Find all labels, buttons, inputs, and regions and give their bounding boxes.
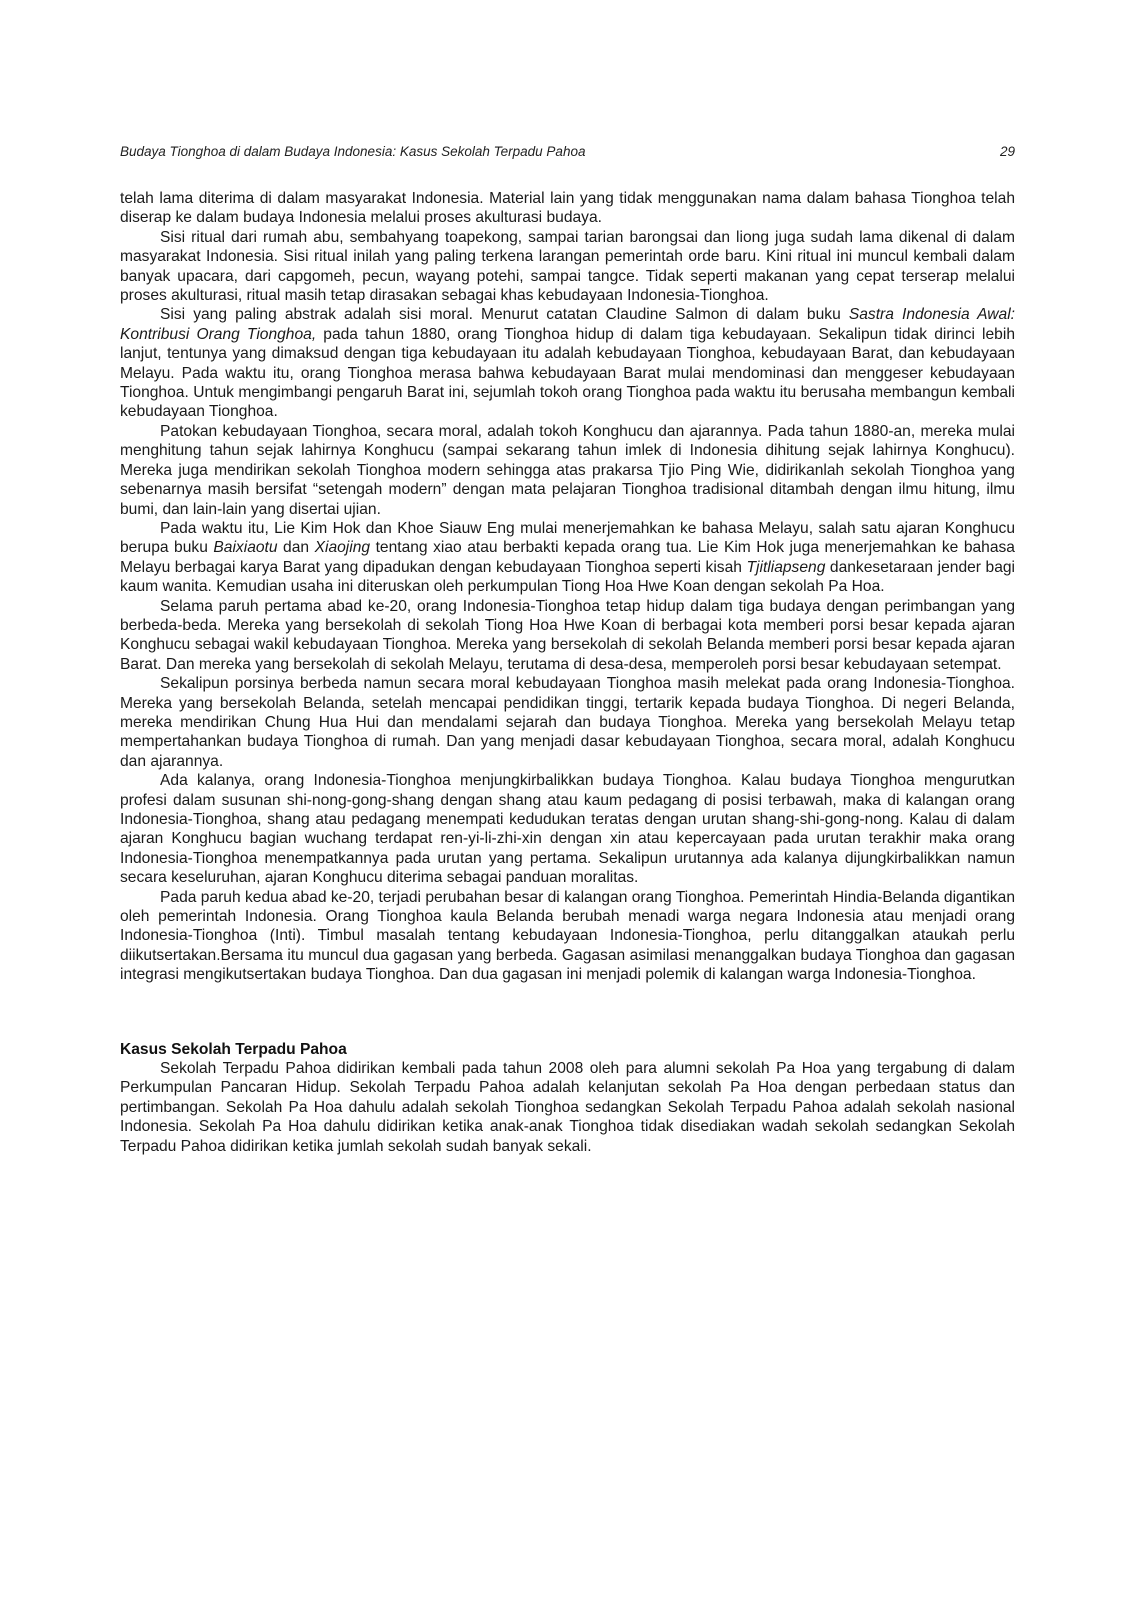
paragraph-text: Sisi yang paling abstrak adalah sisi moral. Menurut catatan Claudine Salmon di dalam buku bbox=[160, 306, 849, 324]
paragraph-text: Pada waktu itu, Lie Kim Hok dan Khoe Siauw Eng mulai menerjemahkan ke bahasa Melayu, salah satu ajaran Konghucu berupa buku bbox=[120, 519, 1015, 557]
book-title: Baixiaotu bbox=[213, 539, 278, 557]
paragraph-text: Selama paruh pertama abad ke-20, orang Indonesia-Tionghoa tetap hidup dalam tiga budaya dengan perimbangan yang berbeda-beda. Mereka yang bersekolah di sekolah Tiong Hoa Hwe Koan di berbagai kota memberi porsi besar kepada ajaran Konghucu sebagai wakil kebudayaan Tionghoa. Mereka yang bersekolah di sekolah Belanda memberi porsi besar kepada ajaran Barat. Dan mereka yang bersekolah di sekolah Melayu, terutama di desa-desa, memperoleh porsi besar kebudayaan setempat. bbox=[120, 597, 1015, 673]
paragraph-text: telah lama diterima di dalam masyarakat Indonesia. Material lain yang tidak menggunakan nama dalam bahasa Tionghoa telah diserap ke dalam budaya Indonesia melalui proses akulturasi budaya. bbox=[120, 190, 1015, 227]
paragraph-text: Sekalipun porsinya berbeda namun secara moral kebudayaan Tionghoa masih melekat pada orang Indonesia-Tionghoa. Mereka yang bersekolah Belanda, setelah mencapai pendidikan tinggi, tertarik kepada budaya Tionghoa. Di negeri Belanda, mereka mendirikan Chung Hua Hui dan mendalami sejarah dan budaya Tionghoa. Mereka yang bersekolah Melayu tetap mempertahankan budaya Tionghoa di rumah. Dan yang menjadi dasar kebudayaan Tionghoa, secara moral, adalah Konghucu dan ajarannya. bbox=[120, 675, 1015, 770]
paragraph bbox=[120, 305, 1015, 421]
paragraph-text: dan bbox=[277, 539, 315, 557]
running-header bbox=[120, 143, 1015, 161]
paragraph-text: pada tahun 1880, orang Tionghoa hidup di dalam tiga kebudayaan. Sekalipun tidak dirinci lebih lanjut, tentunya yang dimaksud dengan tiga kebudayaan itu adalah kebudayaan Tionghoa, kebudayaan Barat, dan kebudayaan Melayu. Pada waktu itu, orang Tionghoa merasa bahwa kebudayaan Barat mulai mendominasi dan menggeser kebudayaan Tionghoa. Untuk mengimbangi pengaruh Barat ini, sejumlah tokoh orang Tionghoa pada waktu itu berusaha membangun kembali kebudayaan Tionghoa. bbox=[120, 325, 1015, 421]
running-title: Budaya Tionghoa di dalam Budaya Indonesia: Kasus Sekolah Terpadu Pahoa bbox=[120, 144, 586, 159]
section-heading: Kasus Sekolah Terpadu Pahoa bbox=[120, 1040, 347, 1058]
paragraph bbox=[120, 228, 1015, 306]
paragraph bbox=[120, 674, 1015, 771]
paragraph bbox=[120, 771, 1015, 887]
paragraph bbox=[120, 422, 1015, 519]
page-number: 29 bbox=[999, 144, 1015, 159]
body-text bbox=[120, 189, 1015, 1156]
paragraph bbox=[120, 597, 1015, 675]
paragraph-text: dankesetaraan jender bagi kaum wanita. Kemudian usaha ini diteruskan oleh perkumpulan Tiong Hoa Hwe Koan dengan sekolah Pa Hoa. bbox=[120, 558, 1016, 596]
paragraph bbox=[120, 519, 1015, 597]
book-title: Sastra Indonesia Awal: Kontribusi Orang Tionghoa, bbox=[120, 306, 1015, 343]
paragraph bbox=[120, 189, 1015, 228]
book-title: Xiaojing bbox=[314, 539, 371, 557]
paragraph bbox=[120, 1059, 1015, 1156]
paragraph-text: Sisi ritual dari rumah abu, sembahyang toapekong, sampai tarian barongsai dan liong juga sudah lama dikenal di dalam masyarakat Indonesia. Sisi ritual inilah yang paling terkena larangan pemerintah orde baru. Kini ritual ini muncul kembali dalam banyak upacara, dari capgomeh, pecun, wayang potehi, sampai tangce. Tidak seperti makanan yang cepat terserap melalui proses akulturasi, ritual masih tetap dirasakan sebagai khas kebudayaan Indonesia-Tionghoa. bbox=[120, 228, 1015, 305]
paragraph-text: Patokan kebudayaan Tionghoa, secara moral, adalah tokoh Konghucu dan ajarannya. Pada tahun 1880-an, mereka mulai menghitung tahun sejak lahirnya Konghucu (sampai sekarang tahun imlek di Indonesia dihitung sejak lahirnya Konghucu). Mereka juga mendirikan sekolah Tionghoa modern sehingga atas prakarsa Tjio Ping Wie, didirikanlah sekolah Tionghoa yang sebenarnya masih bersifat “setengah modern” dengan mata pelajaran Tionghoa tradisional ditambah dengan ilmu hitung, ilmu bumi, dan lain-lain yang disertai ujian. bbox=[120, 422, 1015, 518]
paragraph bbox=[120, 888, 1015, 985]
paragraph-text: Sekolah Terpadu Pahoa didirikan kembali pada tahun 2008 oleh para alumni sekolah Pa Hoa yang tergabung di dalam Perkumpulan Pancaran Hidup. Sekolah Terpadu Pahoa adalah kelanjutan sekolah Pa Hoa dengan perbedaan status dan pertimbangan. Sekolah Pa Hoa dahulu adalah sekolah Tionghoa sedangkan Sekolah Terpadu Pahoa adalah sekolah nasional Indonesia. Sekolah Pa Hoa dahulu didirikan ketika anak-anak Tionghoa tidak disediakan wadah sekolah sedangkan Sekolah Terpadu Pahoa didirikan ketika jumlah sekolah sudah banyak sekali. bbox=[120, 1060, 1015, 1155]
paragraph-text: Ada kalanya, orang Indonesia-Tionghoa menjungkirbalikkan budaya Tionghoa. Kalau budaya Tionghoa mengurutkan profesi dalam susunan shi-nong-gong-shang dengan shang atau kaum pedagang di posisi terbawah, maka di kalangan orang Indonesia-Tionghoa, shang atau pedagang menempati kedudukan teratas dengan urutan shang-shi-gong-nong. Kalau di dalam ajaran Konghucu bagian wuchang terdapat ren-yi-li-zhi-xin dengan xin atau kepercayaan pada urutan terakhir maka orang Indonesia-Tionghoa menempatkannya pada urutan yang pertama. Sekalipun urutannya ada kalanya dijungkirbalikkan namun secara keseluruhan, ajaran Konghucu diterima sebagai panduan moralitas. bbox=[120, 772, 1015, 887]
paragraph-text: Pada paruh kedua abad ke-20, terjadi perubahan besar di kalangan orang Tionghoa. Pemerintah Hindia-Belanda digantikan oleh pemerintah Indonesia. Orang Tionghoa kaula Belanda berubah menadi warga negara Indonesia atau menjadi orang Indonesia-Tionghoa (Inti). Timbul masalah tentang kebudayaan Indonesia-Tionghoa, perlu ditanggalkan ataukah perlu diikutsertakan.Bersama itu muncul dua gagasan yang berbeda. Gagasan asimilasi menanggalkan budaya Tionghoa dan gagasan integrasi mengikutsertakan budaya Tionghoa. Dan dua gagasan ini menjadi polemik di kalangan warga Indonesia-Tionghoa. bbox=[120, 888, 1015, 984]
paragraph-text: tentang xiao atau berbakti kepada orang tua. Lie Kim Hok juga menerjemahkan ke bahasa Melayu berbagai karya Barat yang dipadukan dengan kebudayaan Tionghoa seperti kisah bbox=[120, 539, 1015, 576]
book-title: Tjitliapseng bbox=[746, 558, 826, 576]
